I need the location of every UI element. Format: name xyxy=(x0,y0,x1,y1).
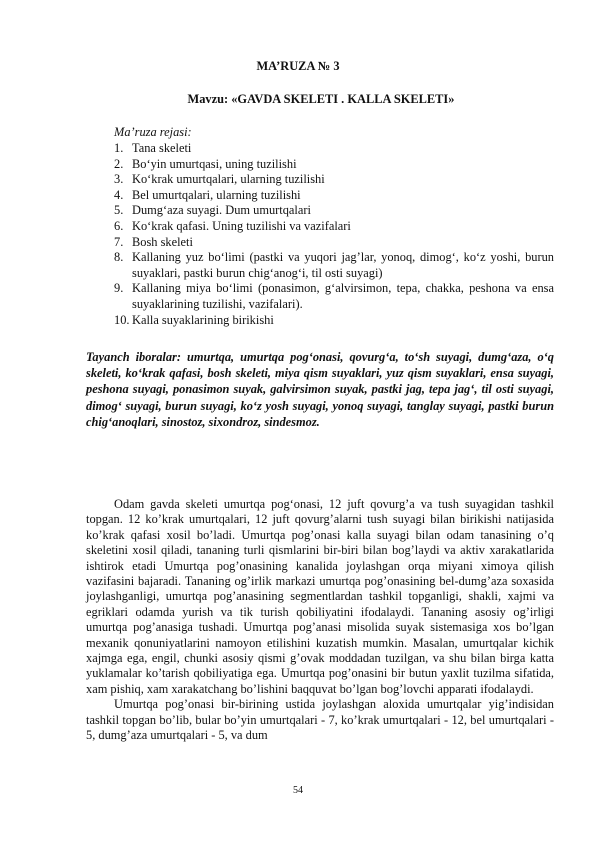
plan-item-number: 8. xyxy=(114,250,124,265)
plan-item xyxy=(114,250,554,281)
plan-item xyxy=(114,219,554,235)
plan-item xyxy=(114,281,554,312)
key-terms-paragraph: Tayanch iboralar: umurtqa, umurtqa pog‘onasi, qovurg‘a, to‘sh suyagi, dumg‘aza, o‘q skeleti, ko‘krak qafasi, bosh skeleti, miya qism suyaklari, yuz qism suyaklari, ensa suyagi, peshona suyagi, ponasimon suyak, galvirsimon suyak, pastki jag, tepa jag‘, til osti suyagi, dimog‘ suyagi, burun suyagi, ko‘z yosh suyagi, yonoq suyagi, tanglay suyagi, pastki burun chig‘anoqlari, sinostoz, sixondroz, sindesmoz. xyxy=(86,350,554,429)
plan-item-text: Kallaning yuz bo‘limi (pastki va yuqori jag’lar, yonoq, dimog‘, ko‘z yoshi, burun suyaklari, pastki burun chig‘anog‘i, til osti suyagi) xyxy=(132,250,554,280)
plan-item xyxy=(114,235,554,251)
plan-item-number: 3. xyxy=(114,172,124,187)
lecture-title: MA’RUZA № 3 xyxy=(256,59,340,73)
plan-item xyxy=(114,203,554,219)
plan-item-number: 5. xyxy=(114,203,124,218)
plan-item-number: 6. xyxy=(114,218,124,233)
body-text xyxy=(86,497,554,744)
plan-item-text: Bosh skeleti xyxy=(132,234,193,249)
plan-item-text: Dumg‘aza suyagi. Dum umurtqalari xyxy=(132,203,311,218)
plan-item-number: 1. xyxy=(114,141,124,155)
plan-item-number: 4. xyxy=(114,187,124,202)
plan-item xyxy=(114,157,554,173)
plan-item xyxy=(114,172,554,188)
plan-item-text: Ko‘krak qafasi. Uning tuzilishi va vazifalari xyxy=(132,218,351,233)
plan-heading: Ma’ruza rejasi: xyxy=(114,125,192,139)
plan-item xyxy=(114,188,554,204)
plan-item-text: Ko‘krak umurtqalari, ularning tuzilishi xyxy=(132,172,325,187)
plan-item-text: Kalla suyaklarining birikishi xyxy=(132,312,274,327)
body-paragraph: Umurtqa pog’onasi bir-birining ustida joylashgan aloxida umurtqalar yig’indisidan tashkil topgan bo’lib, bular bo’yin umurtqalari - 7, ko’krak umurtqalari - 12, bel umurtqalari - 5, dumg’aza umurtqalari - 5, va dum xyxy=(86,697,554,743)
plan-list xyxy=(114,141,554,328)
plan-item-text: Bo‘yin umurtqasi, uning tuzilishi xyxy=(132,156,297,171)
page-number: 54 xyxy=(293,785,303,796)
lecture-subtitle: Mavzu: «GAVDA SKELETI . KALLA SKELETI» xyxy=(187,92,455,106)
plan-item xyxy=(114,313,554,329)
plan-item-text: Bel umurtqalari, ularning tuzilishi xyxy=(132,187,301,202)
plan-item xyxy=(114,141,554,157)
plan-item-text: Kallaning miya bo‘limi (ponasimon, g‘alvirsimon, tepa, chakka, peshona va ensa suyaklarining tuzilishi, vazifalari). xyxy=(132,281,554,311)
plan-item-number: 9. xyxy=(114,281,124,296)
plan-item-number: 2. xyxy=(114,156,124,171)
plan-item-number: 10. xyxy=(114,312,130,327)
plan-item-text: Tana skeleti xyxy=(132,141,192,155)
body-paragraph: Odam gavda skeleti umurtqa pog‘onasi, 12 juft qovurg’a va tush suyagidan tashkil topgan. 12 ko’krak umurtqalari, 12 juft qovurg’alarni tush suyagi bilan birikishi natijasida ko’krak qafasi xosil bo’ladi. Umurtqa pog’onasi kalla suyagi bilan odam tanasining o’q skeletini xosil qiladi, tananing turli qismlarini bir-biri bilan bog’laydi va aktiv xarakatlarida ishtirok etadi Umurtqa pog’onasining kanalida joylashgan orqa miyani ximoya qilish vazifasini bajaradi. Tananing og’irlik markazi umurtqa pog’onasining bel-dumg’aza soxasida joylashganligi, umurtqa pog’anasining segmentlardan tashkil topganligi, shakli, xajmi va egriklari odamda yurish va tik turish qobiliyatini ifodalaydi. Tananing asosiy og’irligi umurtqa pog’anasiga tushadi. Umurtqa pog’anasi misolida suyak sistemasiga xos bo’lgan mexanik qonuniyatlarini namoyon etilishini kuzatish mumkin. Masalan, umurtqalar kichik xajmga ega, engil, chunki asosiy qismi g’ovak moddadan tuzilgan, va shu bilan birga katta yuklamalar ko’tarish qobiliyatiga ega. Umurtqa pog’onasini bir butun yaxlit tuzilma sifatida, xam pishiq, xam xarakatchang bo’lishini baqquvat bo’lgan bog’lovchi apparati ifodalaydi. xyxy=(86,497,554,696)
plan-item-number: 7. xyxy=(114,234,124,249)
